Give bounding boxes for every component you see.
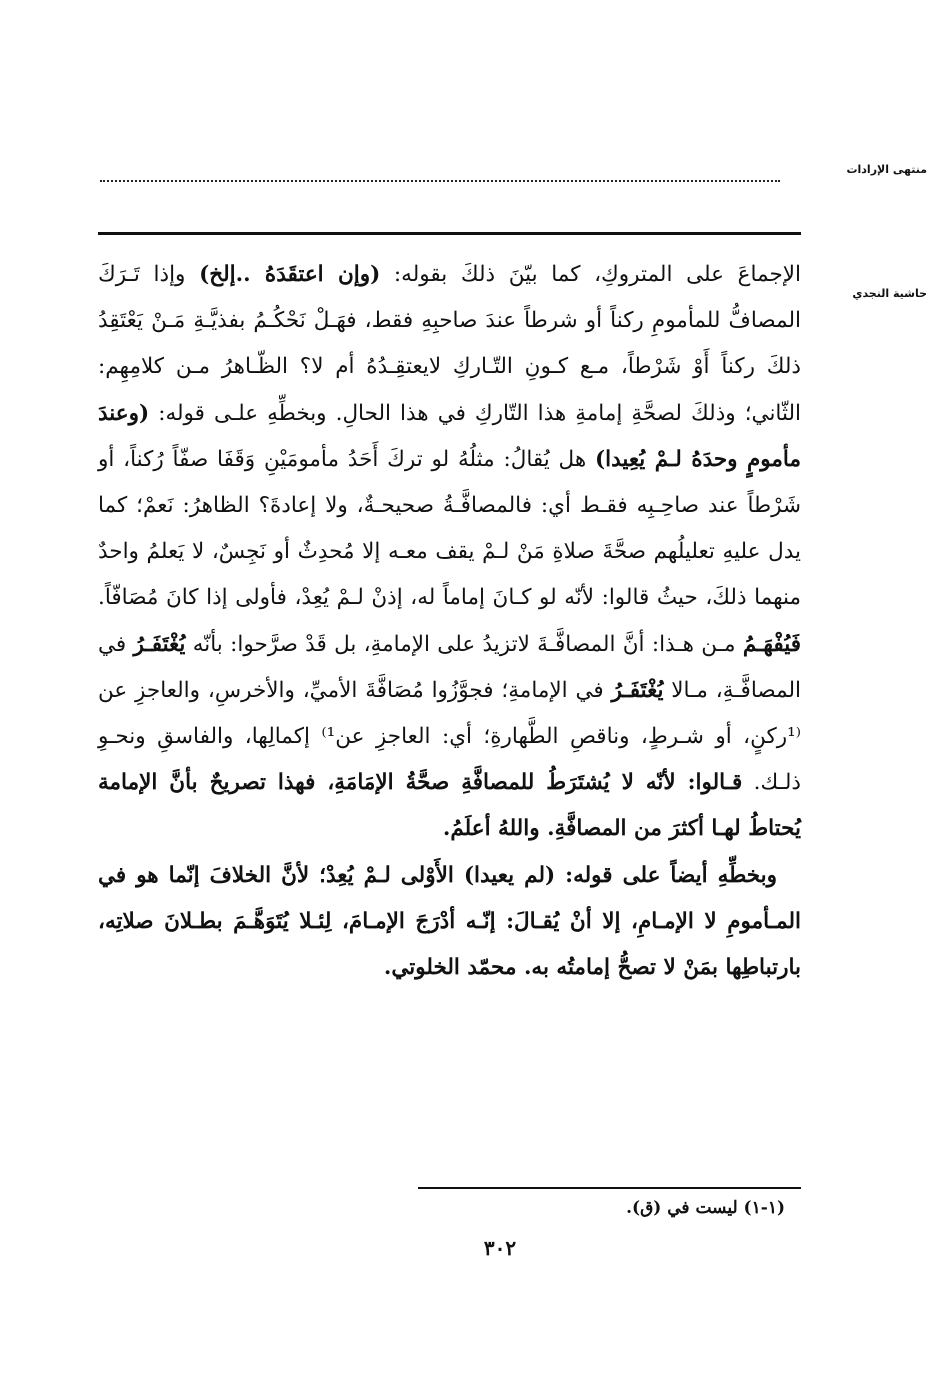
paragraph-1	[98, 252, 801, 853]
text-segment: الأَوْلى لـمْ يُعِدْ؛ لأنَّ الخلافَ إنّما هو في المـأمومِ لا الإمـامِ، إلا أنْ يُقـالَ: إنّـه أدْرَجَ الإمـامَ، لِئـلا يُتَوَهَّـمَ بطـلانَ صلاتِه، بارتباطِها بمَنْ لا تصحُّ إمامتُه به. محمّد الخلوتي.	[98, 862, 801, 981]
dotted-separator	[100, 180, 780, 182]
main-text-block	[98, 252, 801, 991]
emphasized-text: يُغْتَفَـرُ	[133, 631, 186, 657]
text-segment: في الإمامةِ؛ فجوَّزُوا مُصَافَّةَ الأميِّ، والأخرسِ، والعاجزِ عن ⁽¹ركنٍ، أو شـرطٍ، وناقصِ الطَّهارةِ؛ أي: العاجزِ عن¹⁾ إكمالِها، والفاسقِ ونحـوِ ذلـك.	[98, 677, 801, 796]
text-segment: الإجماعَ على المتروكِ، كما بيّنَ ذلكَ بقوله:	[380, 262, 801, 287]
commentary-label: حاشية النجدي	[852, 287, 927, 300]
quoted-text: (لم يعيدا)	[463, 862, 556, 888]
quoted-text: (وعندَ مأمومٍ وحدَهُ لـمْ يُعِيدا)	[98, 400, 801, 472]
text-segment: وإذا تَـرَكَ المصافُّ للمأمومِ ركناً أو شرطاً عندَ صاحبِهِ فقط، فهَـلْ نَحْكُـمُ بفذيَّـةِ مَـنْ يَعْتَقِدُ ذلكَ ركناً أَوْ شَرْطاً، مـع كـونِ التّـاركِ لايعتقِـدُهُ أم لا؟ الظّـاهرُ مـن كلامِهِم: الثّاني؛ وذلكَ لصحَّةِ إمامةِ هذا التّاركِ في هذا الحالِ. وبخطِّهِ علـى قوله:	[98, 262, 801, 426]
emphasized-text: وبخطِّهِ أيضاً على قوله:	[555, 862, 777, 888]
footnote-rule	[418, 1187, 801, 1189]
header-rule	[98, 232, 801, 235]
page-number: ٣٠٢	[483, 1236, 517, 1260]
emphasized-text: يُغْتَفَـرُ	[611, 677, 664, 703]
text-segment: مـن هـذا: أنَّ المصافَّـةَ لاتزيدُ على الإمامةِ، بل قَدْ صرَّحوا: بأنّه	[185, 631, 743, 657]
text-segment: في المصافَّـةِ، مـالا	[98, 631, 801, 703]
text-segment: هل يُقالُ: مثلُهُ لو تركَ أَحَدُ مأمومَيْنِ وَقَفَا صفّاً رُكناً، أو شَرْطاً عند صاحِـبِه فقـط أي: فالمصافَّـةُ صحيحـةٌ، ولا إعادةَ؟ الظاهرُ: نَعمْ؛ كما يدل عليهِ تعليلُهم صحَّةَ صلاةِ مَنْ لـمْ يقف معـه إلا مُحدِثٌ أو نَجِسٌ، لا يَعلمُ واحدٌ منهما ذلكَ، حيثُ قالوا: لأنّه لو كـانَ إماماً له، إذنْ لـمْ يُعِدْ، فأولى إذا كانَ مُصَافّاً.	[98, 446, 801, 611]
quoted-text: (وإن اعتقَدَهُ ..إلخ)	[199, 262, 381, 287]
footnote: (١-١) ليست في (ق).	[626, 1198, 785, 1218]
paragraph-2	[98, 853, 801, 992]
emphasized-text: فَيُفْهَـمُ	[742, 631, 801, 657]
book-title-label: منتهى الإرادات	[846, 163, 927, 176]
emphasized-text: قـالوا: لأنّه لا يُشتَرَطُ للمصافَّةِ صحَّةُ الإمَامَةِ، فهذا تصريحٌ بأنَّ الإمامة يُحتاطُ لهـا أكثرَ من المصافَّةِ. واللهُ أعلَمُ.	[98, 770, 801, 842]
